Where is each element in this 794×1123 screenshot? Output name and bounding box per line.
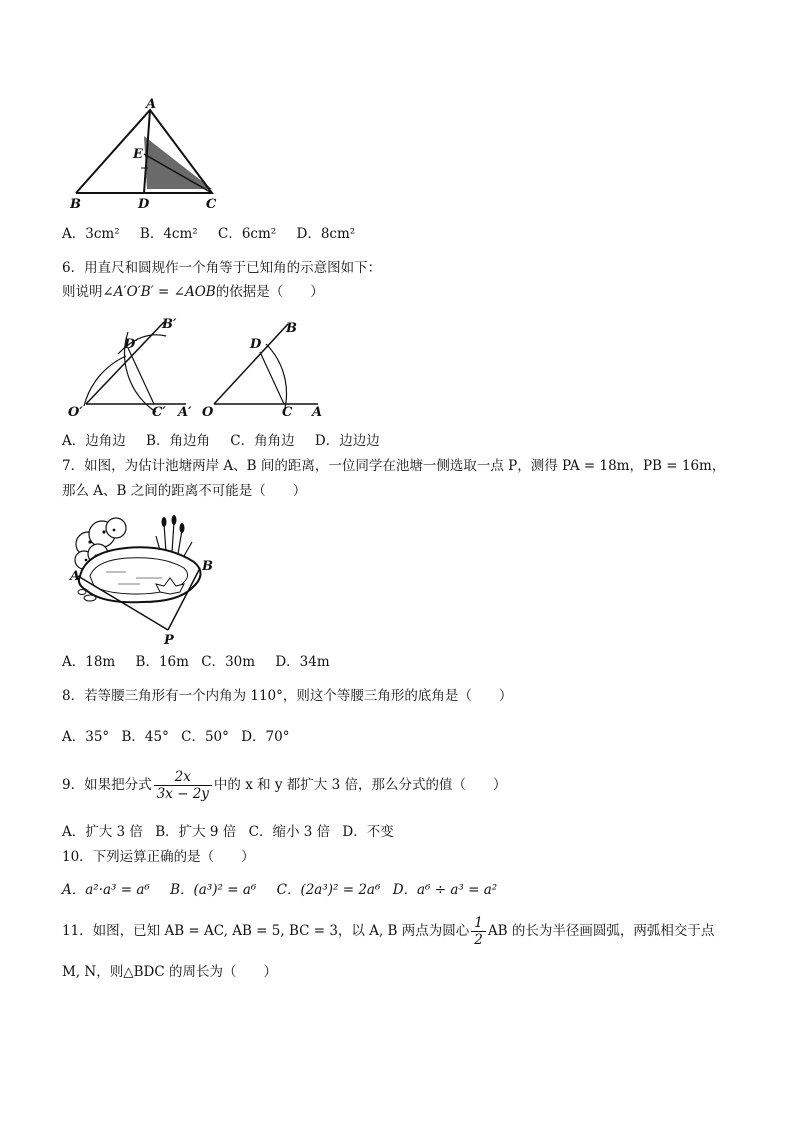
q7-stem-line1: 7．如图，为估计池塘两岸 A、B 间的距离，一位同学在池塘一侧选取一点 P，测得 PA = 18m，PB = 16m， (62, 458, 726, 474)
q8-options (62, 727, 297, 747)
q9-option-a[interactable]: A．扩大 3 倍 (62, 824, 143, 840)
q5-option-d[interactable]: D．8cm² (296, 226, 356, 242)
label-b: B (70, 197, 81, 212)
label-a-prime: A′ (178, 405, 192, 420)
q5-option-c[interactable]: C．6cm² (218, 226, 277, 242)
shaded-triangle-ecd (144, 136, 212, 189)
q8-stem: 8．若等腰三角形有一个内角为 110°，则这个等腰三角形的底角是（ ） (62, 688, 513, 704)
q10-stem: 10．下列运算正确的是（ ） (62, 849, 255, 865)
label-a: A (312, 405, 323, 420)
label-o-prime: O′ (68, 405, 83, 420)
label-d-prime: D′ (124, 337, 139, 352)
label-b-prime: B′ (162, 317, 177, 332)
q9-fraction: $\frac{2x}{3x - 2y}$ (154, 769, 212, 802)
q6-stem-line1: 6．用直尺和圆规作一个角等于已知角的示意图如下： (62, 260, 382, 276)
q6-option-b[interactable]: B．角边角 (146, 433, 210, 449)
q7-option-a[interactable]: A．18m (62, 654, 116, 670)
q9-option-c[interactable]: C．缩小 3 倍 (248, 824, 331, 840)
label-d: D (138, 197, 150, 212)
label-b: B (202, 559, 213, 574)
q6-angle-equation: ∠A′O′B′ = ∠AOB (102, 284, 216, 300)
q8-option-c[interactable]: C．50° (181, 729, 229, 745)
q6-construction-right (200, 316, 330, 420)
q6-option-c[interactable]: C．角角边 (230, 433, 295, 449)
q5-options (62, 224, 371, 244)
q10-option-c[interactable]: C．(2a³)² = 2a⁶ (276, 882, 381, 898)
label-a: A (146, 97, 157, 112)
q8-option-b[interactable]: B．45° (121, 729, 169, 745)
q6-option-d[interactable]: D．边边边 (314, 433, 380, 449)
q9-option-b[interactable]: B．扩大 9 倍 (155, 824, 237, 840)
q6-stem-line2: 则说明∠A′O′B′ = ∠AOB的依据是（ ） (62, 284, 324, 300)
label-c: C (282, 405, 293, 420)
q7-option-d[interactable]: D．34m (275, 654, 330, 670)
label-o: O (202, 405, 214, 420)
label-b: B (286, 321, 297, 336)
q10-options (62, 880, 513, 900)
q11-stem-line1: 11．如图，已知 AB = AC, AB = 5, BC = 3，以 A, B 两点为圆心 $\frac{1}{2}$ AB 的长为半径画圆弧，两弧相交于点 (62, 915, 715, 948)
q9-options (62, 822, 402, 842)
q8-option-a[interactable]: A．35° (62, 729, 110, 745)
label-a: A (70, 569, 81, 584)
q6-option-a[interactable]: A．边角边 (62, 433, 126, 449)
q6-construction-left (66, 316, 206, 420)
q5-option-a[interactable]: A．3cm² (62, 226, 120, 242)
q5-option-b[interactable]: B．4cm² (139, 226, 198, 242)
label-p: P (164, 633, 174, 646)
q5-triangle-figure (66, 96, 226, 212)
label-c-prime: C′ (152, 405, 166, 420)
q7-option-b[interactable]: B．16m (135, 654, 189, 670)
label-d: D (250, 337, 262, 352)
q11-fraction: $\frac{1}{2}$ (471, 915, 486, 948)
q10-option-d[interactable]: D．a⁶ ÷ a³ = a² (392, 882, 498, 898)
q7-options (62, 652, 346, 672)
label-c: C (206, 197, 217, 212)
q7-option-c[interactable]: C．30m (201, 654, 256, 670)
q10-option-b[interactable]: B．(a³)² = a⁶ (170, 882, 257, 898)
q8-option-d[interactable]: D．70° (241, 729, 290, 745)
label-e: E (133, 147, 143, 162)
q6-options (62, 431, 396, 451)
q10-option-a[interactable]: A．a²·a³ = a⁶ (62, 882, 150, 898)
q9-stem: 9．如果把分式 $\frac{2x}{3x - 2y}$ 中的 x 和 y 都扩大 3 倍，那么分式的值（ ） (62, 769, 507, 802)
q7-pond-figure (66, 512, 216, 646)
q9-option-d[interactable]: D．不变 (342, 824, 394, 840)
q11-stem-line2: M, N，则△BDC 的周长为（ ） (62, 964, 277, 980)
q7-stem-line2: 那么 A、B 之间的距离不可能是（ ） (62, 483, 307, 499)
